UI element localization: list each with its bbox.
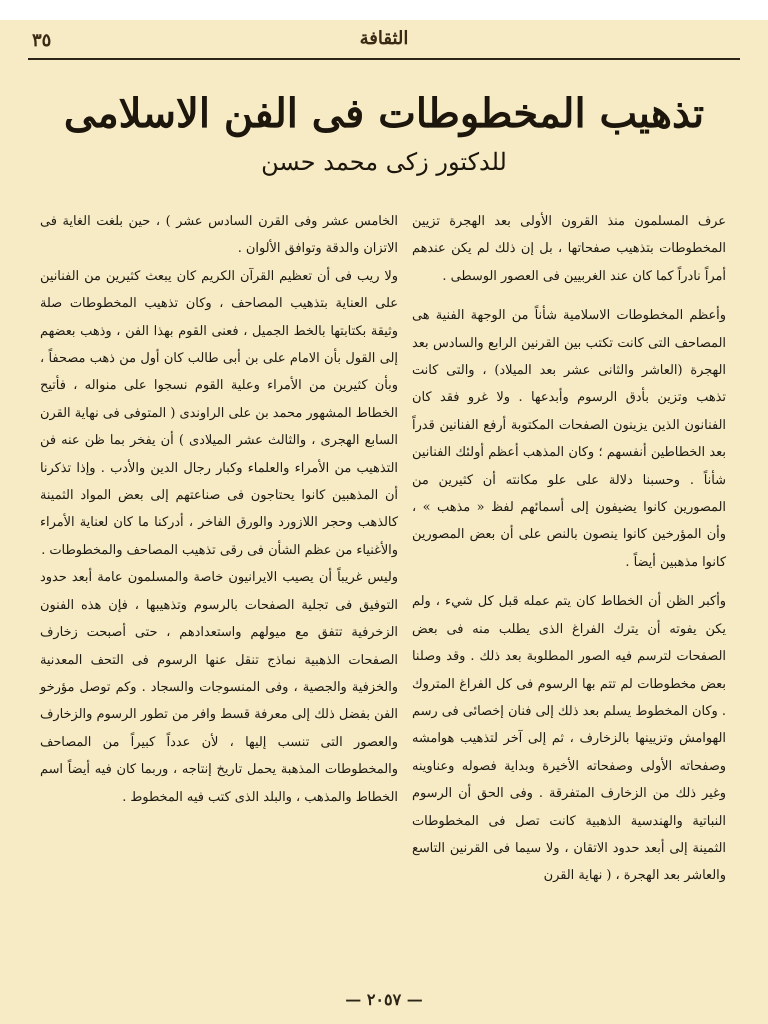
paragraph: وليس غريباً أن يصيب الايرانيون خاصة والمسلمون عامة أبعد حدود التوفيق فى تجلية الصفحات بالرسوم وتذهيبها ، فإن هذه الفنون الزخرفية تتفق مع ميولهم واستعدادهم ، حتى أصبحت زخارف الصفحات الذهبية نماذج تنقل عنها الرسوم فى التحف المعدنية والخزفية والجصية ، وفى المنسوجات والسجاد . وكم توصل مؤرخو الفن بفضل ذلك إلى معرفة قسط وافر من تطور الرسوم والزخارف والعصور التى تنسب إليها ، لأن عدداً كبيراً من المصاحف والمخطوطات المذهبة يحمل تاريخ إنتاجه ، وربما كان فيه أيضاً اسم الخطاط والمذهب ، والبلد الذى كتب فيه المخطوط . xyxy=(40,570,398,805)
article-author: للدكتور زكى محمد حسن xyxy=(261,148,507,176)
left-text-column xyxy=(40,208,398,811)
paragraph: وأعظم المخطوطات الاسلامية شأناً من الوجهة الفنية هى المصاحف التى كانت تكتب بين القرنين الرابع والسادس بعد الهجرة (العاشر والثانى عشر بعد الميلاد) ، والتى كانت تذهب وتزين بأدق الرسوم وأبدعها . ولا غرو فقد كان الفنانون الذين يزينون الصفحات المكتوبة أرفع الفنانين قدراً بعد الخطاطين أنفسهم ؛ وكان المذهب أعظم أولئك الفنانين شأناً . وحسبنا دلالة على علو مكانته أن كثيرين من المصورين كانوا يضيفون إلى أسمائهم لفظ « مذهب » ، وأن المؤرخين كانوا ينصون بالنص على أن بعض المصورين كانوا مذهبين أيضاً . xyxy=(412,308,726,570)
running-header xyxy=(28,28,740,54)
paragraph: ولا ريب فى أن تعظيم القرآن الكريم كان يبعث كثيرين من الفنانين على العناية بتذهيب المصاحف ، وكان تذهيب المخطوطات صلة وثيقة بكتابتها بالخط الجميل ، فعنى القوم بهذا الفن ، وذهب بعضهم إلى القول بأن الامام على بن أبى طالب كان أول من ذهب مصحفاً ، وبأن كثيرين من الأمراء وعلية القوم نسجوا على منواله ، فأتيح الخطاط المشهور محمد بن على الراوندى ( المتوفى فى نهاية القرن السابع الهجرى ، والثالث عشر الميلادى ) أن يفخر بما ظن عنه فن التذهيب من الأمراء والعلماء وكبار رجال الدين والأدب . وإذا تذكرنا أن المذهبين كانوا يحتاجون فى صناعتهم إلى بعض المواد الثمينة كالذهب وحجر اللازورد والورق الفاخر ، أدركنا ما كان لعناية الأمراء والأغنياء من عظم الشأن فى رقى تذهيب المصاحف والمخطوطات . xyxy=(40,268,398,558)
page-number-bottom: — ٢٠٥٧ — xyxy=(345,990,423,1009)
journal-name: الثقافة xyxy=(359,28,409,49)
scan-top-margin xyxy=(0,0,768,20)
right-text-column xyxy=(412,208,726,890)
paragraph: الخامس عشر وفى القرن السادس عشر ) ، حين بلغت الغاية فى الاتزان والدقة وتوافق الألوان . xyxy=(40,214,398,257)
header-divider xyxy=(28,58,740,60)
paragraph: وأكبر الظن أن الخطاط كان يتم عمله قبل كل شيء ، ولم يكن يفوته أن يترك الفراغ الذى يطلب منه فى بعض الصفحات لترسم فيه الصور المطلوبة بعد ذلك . وقد وصلنا بعض مخطوطات لم تتم بها الرسوم فى كل الفراغ المتروك . وكان المخطوط يسلم بعد ذلك إلى فنان إخصائى فى رسم الهوامش وتزيينها بالزخارف ، ثم إلى آخر لتذهيب هوامشه وصفحاته الأولى وصفحاته الأخيرة وبداية فصوله وعناوينه وغير ذلك من الزخارف المتفرقة . وفى الحق أن الرسوم النباتية والهندسية الذهبية كانت تصل فى المخطوطات الثمينة إلى أبعد حدود الاتقان ، ولا سيما فى القرنين التاسع والعاشر بعد الهجرة ، ( نهاية القرن xyxy=(412,594,726,884)
page-number-top: ٣٥ xyxy=(32,30,52,51)
paragraph: عرف المسلمون منذ القرون الأولى بعد الهجرة تزيين المخطوطات بتذهيب صفحاتها ، بل إن ذلك لم يكن عندهم أمراً نادراً كما كان عند الغربيين فى العصور الوسطى . xyxy=(412,214,726,284)
article-title: تذهيب المخطوطات فى الفن الاسلامى xyxy=(63,90,705,137)
